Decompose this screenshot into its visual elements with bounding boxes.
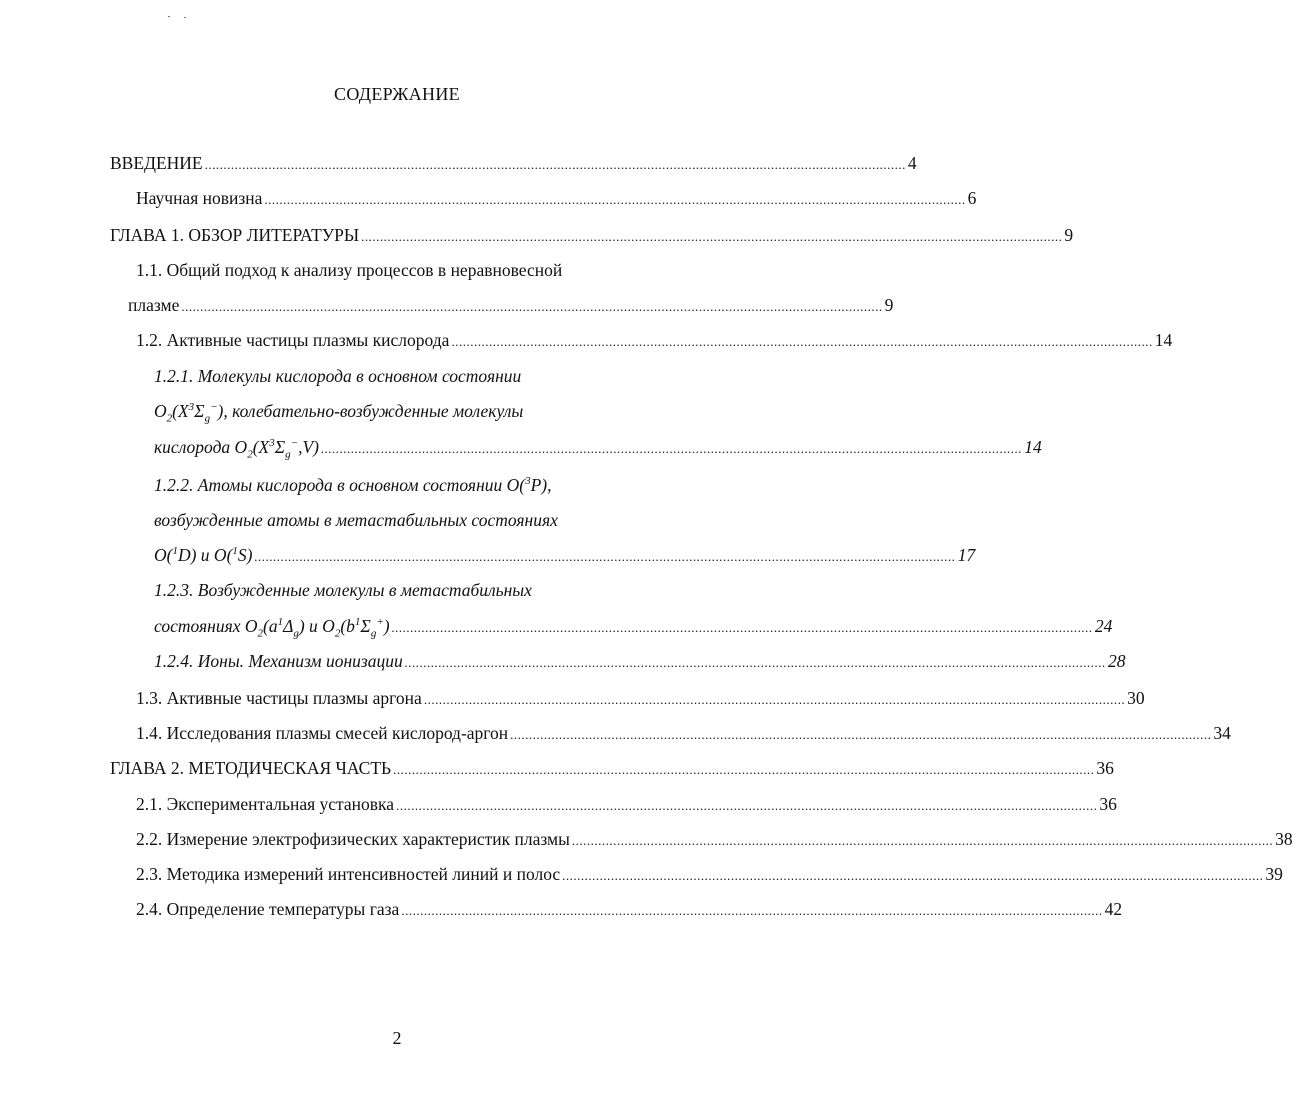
- dot-leader: ...........................................................................................................................................................................................: [404, 655, 1106, 670]
- dot-leader: ...........................................................................................................................................................................................: [254, 549, 956, 564]
- toc-page: 39: [1265, 864, 1283, 884]
- toc-entry-1-2-3[interactable]: [154, 616, 1113, 640]
- formula-sup: 3: [269, 437, 275, 450]
- toc-entry-1-4[interactable]: [136, 723, 1231, 745]
- formula-part: Δ: [283, 616, 294, 636]
- toc-entry-1-2[interactable]: [136, 330, 1173, 352]
- dot-leader: ...........................................................................................................................................................................................: [391, 620, 1093, 635]
- formula-sup: 3: [525, 475, 531, 488]
- formula-sub: 2: [334, 627, 341, 640]
- dot-leader: ...........................................................................................................................................................................................: [423, 692, 1126, 707]
- dot-leader: ...........................................................................................................................................................................................: [264, 192, 966, 207]
- formula-sup: 1: [277, 616, 284, 629]
- toc-label: [154, 545, 252, 566]
- dot-leader: ...........................................................................................................................................................................................: [401, 903, 1103, 918]
- toc-page: 4: [907, 153, 917, 173]
- toc-page: 14: [1154, 330, 1173, 350]
- toc-label: ГЛАВА 2. МЕТОДИЧЕСКАЯ ЧАСТЬ: [110, 758, 392, 778]
- toc-label: 1.2. Активные частицы плазмы кислорода: [136, 330, 450, 350]
- toc-page: 28: [1107, 651, 1126, 671]
- toc-page: 34: [1213, 723, 1231, 743]
- formula-sup: −: [290, 437, 299, 450]
- toc-label: 2.3. Методика измерений интенсивностей линий и полос: [136, 864, 561, 884]
- toc-label: ВВЕДЕНИЕ: [110, 153, 203, 173]
- toc-entry-2-4[interactable]: [136, 899, 1123, 921]
- dot-leader: ...........................................................................................................................................................................................: [396, 798, 1098, 813]
- toc-label: плазме: [128, 295, 180, 315]
- scan-speck: [168, 16, 170, 17]
- formula-part: ), колебательно-возбужденные молекулы: [217, 401, 524, 421]
- toc-entry-2-2[interactable]: [136, 829, 1293, 851]
- toc-page: 24: [1094, 616, 1113, 636]
- toc-entry-1-1[interactable]: [128, 295, 894, 317]
- formula-part: Σ: [360, 616, 371, 636]
- toc-entry-1-1-line1[interactable]: 1.1. Общий подход к анализу процессов в неравновесной: [136, 260, 563, 280]
- toc-page: 36: [1096, 758, 1114, 778]
- dot-leader: ...........................................................................................................................................................................................: [562, 868, 1264, 883]
- page-number: 2: [392, 1028, 402, 1048]
- toc-entry-2-3[interactable]: [136, 864, 1283, 886]
- formula-part: (X: [252, 437, 270, 457]
- toc-entry-chapter-1[interactable]: [110, 225, 1074, 247]
- formula-part: ) и O: [298, 616, 335, 636]
- toc-page: 6: [967, 188, 977, 208]
- toc-entry-chapter-2[interactable]: [110, 758, 1114, 780]
- dot-leader: ...........................................................................................................................................................................................: [451, 334, 1153, 349]
- formula-part: O(: [154, 545, 173, 565]
- formula-sub: g: [204, 412, 211, 425]
- toc-entry-1-2-2-line2[interactable]: возбужденные атомы в метастабильных состояниях: [154, 510, 558, 530]
- formula-sup: 3: [188, 401, 195, 414]
- toc-entry-1-2-1-line2[interactable]: [154, 401, 523, 423]
- toc-label: [154, 616, 390, 640]
- formula-sup: 1: [354, 616, 361, 629]
- toc-page: 36: [1099, 794, 1117, 814]
- formula-part: D) и O(: [177, 545, 233, 565]
- toc-page: 38: [1275, 829, 1293, 849]
- dot-leader: ...........................................................................................................................................................................................: [320, 441, 1023, 456]
- toc-entry-1-2-1[interactable]: [154, 437, 1042, 461]
- toc-page: 42: [1104, 899, 1123, 919]
- dot-leader: ...........................................................................................................................................................................................: [510, 727, 1212, 742]
- formula-part: ): [383, 616, 390, 636]
- toc-entry-1-2-2-line1[interactable]: [154, 475, 552, 497]
- page-title: СОДЕРЖАНИЕ: [334, 84, 460, 104]
- formula-part: (X: [172, 401, 189, 421]
- formula-sub: g: [370, 627, 377, 640]
- toc-entry-1-2-4[interactable]: [154, 651, 1126, 673]
- formula-sub: 2: [257, 627, 263, 640]
- dot-leader: ...........................................................................................................................................................................................: [204, 157, 906, 172]
- toc-entry-1-2-1-line1[interactable]: 1.2.1. Молекулы кислорода в основном состоянии: [154, 366, 522, 386]
- formula-part: Σ: [194, 401, 205, 421]
- formula-part: состояниях O: [154, 616, 258, 636]
- formula-part: P),: [530, 475, 552, 495]
- toc-page: 9: [1064, 225, 1074, 245]
- toc-entry-2-1[interactable]: [136, 794, 1117, 816]
- toc-entry-intro[interactable]: [110, 153, 917, 175]
- toc-page: 17: [957, 545, 976, 565]
- toc-label: 2.4. Определение температуры газа: [136, 899, 400, 919]
- formula-sub: g: [293, 627, 299, 640]
- toc-label: 1.2.4. Ионы. Механизм ионизации: [154, 651, 403, 671]
- formula-sub: g: [285, 448, 291, 461]
- formula-part: Σ: [274, 437, 286, 457]
- formula-sub: 2: [166, 412, 173, 425]
- toc-entry-novelty[interactable]: [136, 188, 977, 210]
- formula-part: 1.2.2. Атомы кислорода в основном состоянии O(: [154, 475, 526, 495]
- formula-part: (a: [263, 616, 278, 636]
- toc-entry-1-2-2[interactable]: [154, 545, 976, 567]
- formula-sup: +: [376, 616, 384, 629]
- formula-sup: 1: [232, 545, 238, 558]
- dot-leader: ...........................................................................................................................................................................................: [181, 299, 883, 314]
- scan-speck: [184, 17, 186, 18]
- toc-page: 30: [1127, 688, 1145, 708]
- formula-part: кислорода O: [154, 437, 248, 457]
- toc-page: 9: [884, 295, 894, 315]
- toc-label: Научная новизна: [136, 188, 263, 208]
- formula-part: S): [237, 545, 253, 565]
- formula-sub: 2: [247, 448, 253, 461]
- toc-label: 1.3. Активные частицы плазмы аргона: [136, 688, 422, 708]
- formula-sup: 1: [172, 545, 178, 558]
- toc-label: 1.4. Исследования плазмы смесей кислород-аргон: [136, 723, 509, 743]
- formula-part: (b: [340, 616, 355, 636]
- toc-entry-1-3[interactable]: [136, 688, 1145, 710]
- toc-label: [154, 437, 319, 461]
- toc-page: 14: [1024, 437, 1042, 457]
- formula-part: ,V): [298, 437, 319, 457]
- formula-part: O: [154, 401, 167, 421]
- toc-label: ГЛАВА 1. ОБЗОР ЛИТЕРАТУРЫ: [110, 225, 360, 245]
- toc-label: 2.1. Экспериментальная установка: [136, 794, 395, 814]
- toc-entry-1-2-3-line1[interactable]: 1.2.3. Возбужденные молекулы в метастабильных: [154, 580, 532, 600]
- dot-leader: ...........................................................................................................................................................................................: [571, 833, 1274, 848]
- formula-sup: −: [210, 401, 218, 414]
- dot-leader: ...........................................................................................................................................................................................: [361, 229, 1063, 244]
- dot-leader: ...........................................................................................................................................................................................: [393, 762, 1095, 777]
- toc-label: 2.2. Измерение электрофизических характеристик плазмы: [136, 829, 570, 849]
